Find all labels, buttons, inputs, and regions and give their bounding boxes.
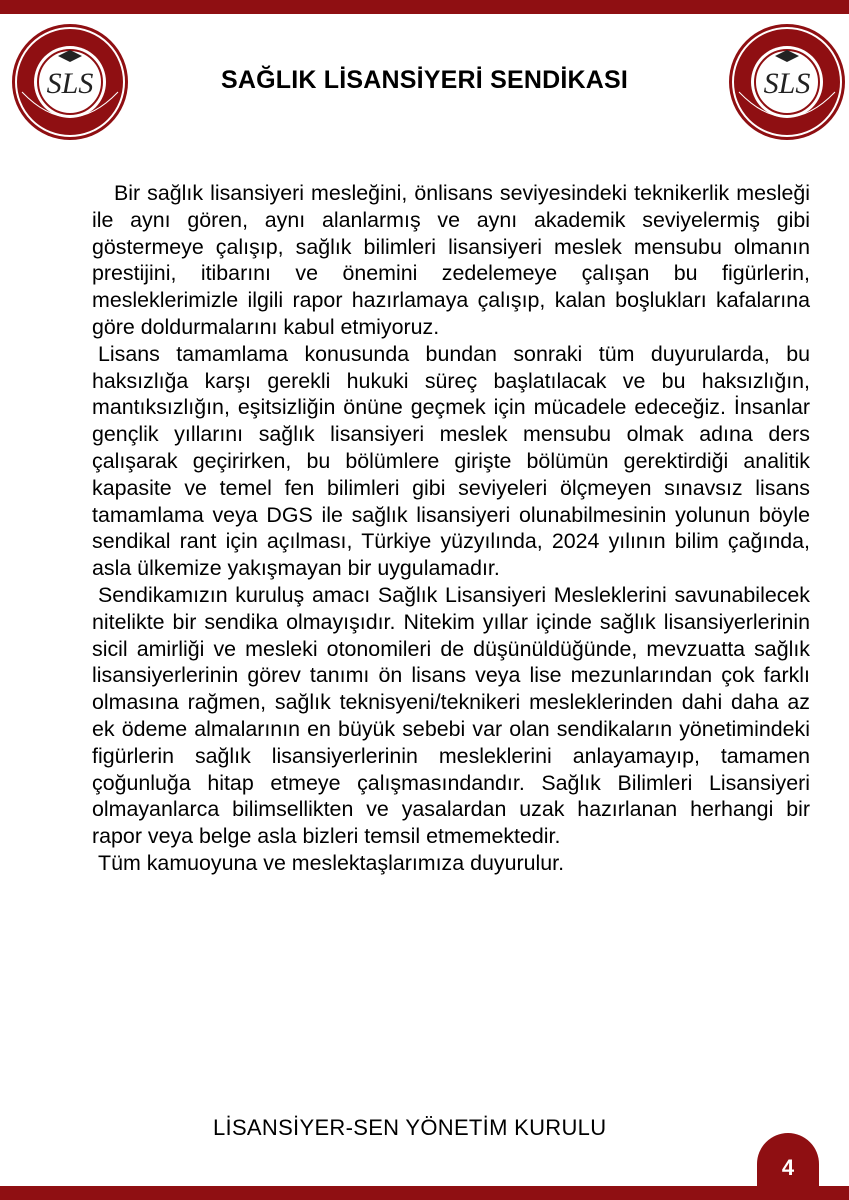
statement-body (92, 180, 810, 877)
paragraph-1: Bir sağlık lisansiyeri mesleğini, önlisans seviyesindeki teknikerlik mesleği ile aynı gören, aynı alanlarmış ve aynı akademik seviyelermiş gibi göstermeye çalışıp, sağlık bilimleri lisansiyeri meslek mensubu olmanın prestijini, itibarını ve önemini zedelemeye çalışan bu figürlerin, mesleklerimizle ilgili rapor hazırlamaya çalışıp, kalan boşlukları kafalarına göre doldurmalarını kabul etmiyoruz. (92, 181, 810, 339)
signature: LİSANSİYER-SEN YÖNETİM KURULU (213, 1115, 607, 1140)
page-number: 4 (781, 1155, 795, 1180)
top-band (0, 0, 849, 14)
paragraph-2: Lisans tamamlama konusunda bundan sonraki tüm duyurularda, bu haksızlığa karşı gerekli hukuki süreç başlatılacak ve bu haksızlığın, mantıksızlığın, eşitsizliğin önüne geçmek için mücadele edeceğiz. İnsanlar gençlik yıllarını sağlık lisansiyeri meslek mensubu olmak adına ders çalışarak geçirirken, bu bölümlere girişte bölümün gerektirdiği analitik kapasite ve temel fen bilimleri gibi seviyeleri ölçmeyen sınavsız lisans tamamlama veya DGS ile sağlık lisansiyeri olunabilmesinin yolunun böyle sendikal rant için açılması, Türkiye yüzyılında, 2024 yılının bilim çağında, asla ülkemize yakışmayan bir uygulamadır. (92, 341, 810, 581)
svg-text:SLS: SLS (763, 67, 811, 100)
paragraph-3: Sendikamızın kuruluş amacı Sağlık Lisansiyeri Mesleklerini savunabilecek nitelikte bir sendika olmayışıdır. Nitekim yıllar içinde sağlık lisansiyerlerinin sicil amirliği ve mesleki otonomileri de düşünüldüğünde, mevzuatta sağlık lisansiyerlerinin görev tanımı ön lisans veya lise mezunlarından çok farklı olmasına rağmen, sağlık teknisyeni/teknikeri mesleklerinden dahi daha az ek ödeme almalarının en büyük sebebi var olan sendikaların yönetimindeki figürlerin sağlık lisansiyerlerinin mesleklerini anlayamayıp, tamamen çoğunluğa hitap etmeye çalışmasındandır. Sağlık Bilimleri Lisansiyeri olmayanlarca bilimsellikten ve yasalardan uzak hazırlanan herhangi bir rapor veya belge asla bizleri temsil etmemektedir. (92, 582, 810, 849)
paragraph-4: Tüm kamuoyuna ve meslektaşlarımıza duyurulur. (98, 850, 565, 875)
bottom-band (0, 1186, 849, 1200)
page-title: SAĞLIK LİSANSİYERİ SENDİKASI (220, 66, 629, 94)
svg-text:SLS: SLS (46, 67, 94, 100)
